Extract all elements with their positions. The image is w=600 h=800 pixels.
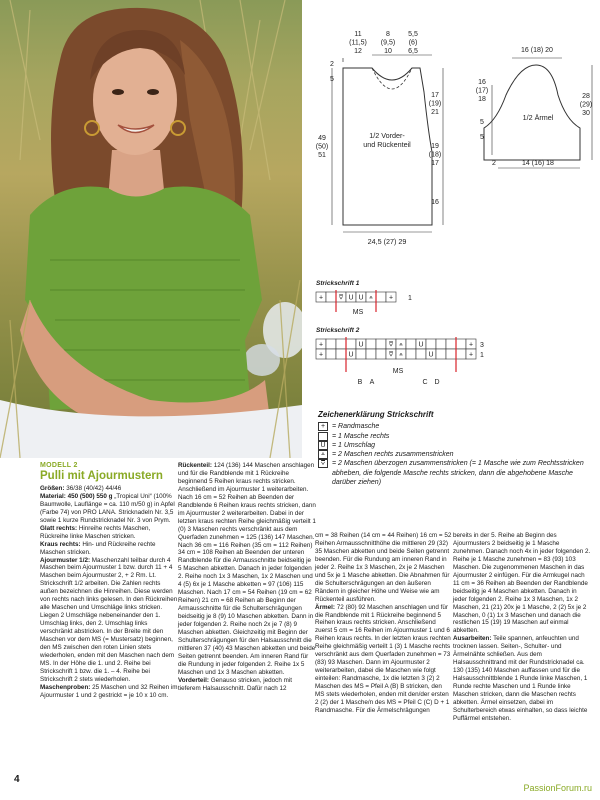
watermark: PassionForum.ru [523, 783, 592, 793]
chart-cell [346, 339, 356, 349]
sleeve-dim-five-a: 5 [480, 119, 484, 126]
sleeve-dim-top: 16 (18) 20 [521, 47, 553, 54]
chart-symbol: ⩢ [338, 294, 344, 302]
chart-symbol: + [318, 351, 324, 359]
chart-symbol: U [348, 294, 354, 302]
chart-cell [416, 349, 426, 359]
chart-cell [446, 339, 456, 349]
chart2-marker-d: D [434, 379, 440, 386]
page-number: 4 [14, 774, 20, 785]
chart-symbol: + [318, 341, 324, 349]
body-dim-two: 2 [330, 61, 334, 68]
sleeve-label: 1/2 Ärmel [522, 113, 554, 122]
chart2-marker-b: B [357, 379, 363, 386]
chart-cell [326, 339, 336, 349]
paragraph-heading: Ausarbeiten: [453, 635, 492, 643]
legend-text: = 1 Umschlag [332, 441, 375, 449]
chart-symbol: ⩢ [388, 351, 394, 359]
body-dim-height: 49 (50) 51 [315, 135, 329, 159]
chart2-grid [316, 337, 476, 372]
chart-cell [366, 349, 376, 359]
column-body [453, 532, 591, 723]
chart-cell [336, 339, 346, 349]
paragraph: Maschenproben: 25 Maschen und 32 Reihen im Ajourmuster 1 und 2 gestrickt = je 10 x 10 cm. [40, 683, 178, 699]
paragraph-heading: Maschenproben: [40, 683, 91, 691]
legend-item [318, 422, 588, 431]
model-photo [0, 0, 302, 458]
chart-cell [336, 349, 346, 359]
model-label: MODELL 2 [40, 462, 78, 469]
legend-title: Zeichenerklärung Strickschrift [318, 410, 434, 419]
paragraph: Material: 450 (500) 550 g „Tropical Uni“ (100% Baumwolle, Lauflänge = ca. 110 m/50 g) in Apfel (Farbe 74) von PRO LANA. Stricknadeln Nr. 3,5 sowie 1 kurze Rundstricknadel Nr. 3 von Prym. [40, 492, 175, 524]
chart-symbol: ⩡ [399, 351, 403, 359]
paragraph: cm = 38 Reihen (14 cm = 44 Reihen) 16 cm = 52 Reihen Armausschnitthöhe die mittleren 29 (32) 35 Maschen abketten und beide Seiten getrennt beenden. Für die Rundung am inneren Rand in jeder 2. Reihe 1x 3 Maschen, 2x je 2 Maschen und 5x je 1 Masche abketten. Die Abnahmen für die Schulterschrägungen an den äußeren Rändern in gleicher Höhe und Weise wie am Rückenteil ausführen. [315, 532, 452, 603]
body-dim-shoulder: 5,5 (6) 6,5 [408, 31, 418, 55]
chart-cell [436, 349, 446, 359]
chart-symbol: ⩢ [388, 341, 394, 349]
body-dim-width: 24,5 (27) 29 [367, 237, 407, 246]
schematics-area [302, 0, 600, 458]
paragraph: Kraus rechts: Hin- und Rückreihe rechte Maschen stricken. [40, 540, 156, 556]
column-body [178, 462, 316, 693]
sleeve-dim-cap: 16 (17) 18 [475, 79, 489, 103]
paragraph: Ajourmuster 1/2: Maschenzahl teilbar durch 4 Maschen beim Ajourmuster 1 bzw. durch 11 + 4 Maschen beim Ajourmuster 2, + 2 Rm. Lt. Strickschrift 1/2 arbeiten. Die Zahlen rechts außen bezeichnen die Hinreihen. Diese werden von rechts nach links gelesen. In den Rückreihen alle Maschen und Umschläge links stricken. Liegen 2 Umschläge nebeneinander den 1. Umschlag links, den 2. Umschlag links verschränkt abstricken. In der Breite mit den Maschen vor dem MS (= Mustersatz) beginnen, den MS zwischen den roten Linien stets wiederholen, enden mit den Maschen nach dem MS. In der Höhe die 1. und 2. Reihe bei Strickschrift 1 bzw. die 1. – 4. Reihe bei Strickschrift 2 stets wiederholen. [40, 556, 178, 683]
paragraph-heading: Vorderteil: [178, 676, 210, 684]
chart-symbol: U [418, 341, 424, 349]
chart-cell [376, 339, 386, 349]
article-column-1 [40, 462, 178, 700]
article-column-3 [315, 532, 453, 715]
legend-symbol-icon: ⩢ [318, 459, 328, 468]
chart-symbol: ⩡ [399, 341, 403, 349]
legend-text: = 2 Maschen überzogen zusammenstricken (= 1 Masche wie zum Rechtsstricken abheben, die folgende Masche rechts stricken, dann die abgehobene Masche darüber ziehen) [332, 460, 584, 487]
paragraph: Glatt rechts: Hinreihe rechts Maschen, Rückreihe linke Maschen stricken. [40, 524, 151, 540]
chart-cell [456, 339, 466, 349]
sleeve-dim-five-b: 5 [480, 134, 484, 141]
body-dim-neck-top: 11 (11,5) 12 [349, 31, 367, 55]
paragraph: Vorderteil: Genauso stricken, jedoch mit tieferem Halsausschnitt. Dafür nach 12 [178, 676, 292, 692]
legend-text: = 1 Masche rechts [332, 432, 390, 440]
chart-cell [406, 339, 416, 349]
paragraph: Rückenteil: 124 (136) 144 Maschen anschlagen und für die Randblende mit 1 Rückreihe beginnend 5 Reihen kraus rechts stricken. Anschließend im Ajourmuster 1 weiterarbeiten. Nach 16 cm = 52 Reihen ab Beenden der Randblende 6 Reihen kraus rechts stricken, dann im Ajourmuster 2 weiterarbeiten. Dabei in der letzten kraus rechten Reihe gleichmäßig verteilt 1 (0) 3 Maschen rechts verschränkt aus dem Querfaden zunehmen = 125 (136) 147 Maschen. Nach 36 cm = 116 Reihen (35 cm = 112 Reihen) 34 cm = 108 Reihen ab Beenden der unteren Randblende für die Armausschnitte beidseitig je 5 Maschen abketten. Danach in jeder folgenden 2. Reihe noch 1x 3 Maschen, 1x 2 Maschen und 4 (5) 6x je 1 Masche abketten = 97 (106) 115 Maschen. Nach 17 cm = 54 Reihen (19 cm = 62 Reihen) 21 cm = 68 Reihen ab Beginn der Armausschnitte für die Schulterschrägungen beidseitig je 8 (9) 10 Maschen abketten. Dann in jeder folgenden 2. Reihe noch 2x je 7 (8) 9 Maschen abketten. Gleichzeitig mit Beginn der Schulterschrägungen für den Halsausschnitt die mittleren 37 (40) 43 Maschen abketten und beide Seiten getrennt beenden. Am inneren Rand für die Rundung in jeder folgenden 2. Reihe 1x 5 Maschen und 1x 3 Maschen abketten. [178, 462, 316, 676]
chart-cell [326, 292, 336, 302]
sleeve-dim-bottom: 14 (16) 18 [522, 160, 554, 167]
paragraph: Ausarbeiten: Teile spannen, anfeuchten und trocknen lassen. Seiten-, Schulter- und Ärmelnähte schließen. Aus dem Halsausschnittrand mit der Rundstricknadel ca. 130 (135) 140 Maschen auffassen und für die Halsausschnittblende 1 Runde linke Maschen, 1 Runde rechte Maschen und 1 Runde linke Maschen stricken, dann die Maschen rechts abketten. Ärmel einsetzen, dabei im Schulterbereich etwas einhalten, so dass leichte Puffärmel entstehen. [453, 635, 588, 722]
article-column-4 [453, 532, 591, 723]
body-label-1: 1/2 Vorder- [369, 131, 405, 140]
chart-symbol: U [428, 351, 434, 359]
chart-symbol: + [388, 294, 394, 302]
chart2-ms-label: MS [392, 368, 404, 375]
legend-symbol-icon [318, 432, 328, 441]
legend-text: = Randmasche [332, 423, 380, 431]
body-dim-hem: 16 [431, 199, 439, 206]
chart-cell [446, 349, 456, 359]
chart-symbol: + [318, 294, 324, 302]
paragraph: Ärmel: 72 (80) 92 Maschen anschlagen und für die Randblende mit 1 Rückreihe beginnend 5 Reihen kraus rechts stricken. Anschließend zuerst 5 cm = 16 Reihen im Ajourmuster 1 und 6 Reihen kraus rechts. In der letzten kraus rechten Reihe gleichmäßig verteilt 1 (3) 1 Masche rechts verschränkt aus dem Querfaden zunehmen = 73 (83) 93 Maschen. Dann im Ajourmuster 2 weiterarbeiten, dabei die Maschen wie folgt einteilen: Randmasche, 1x die letzten 3 (2) 2 Maschen des MS = Pfeil A (B) B stricken, den MS stets wiederholen, enden mit den/der ersten 2 (2) der 1 Masche/n des MS = Pfeil C (C) D + 1 Randmasche. Für die Ärmelschrägungen [315, 603, 451, 714]
chart2-marker-a: A [369, 379, 375, 386]
stitch-legend [318, 410, 588, 487]
paragraph-heading: Rückenteil: [178, 462, 212, 469]
chart-cell [426, 339, 436, 349]
sleeve-dim-length: 28 (29) 30 [579, 93, 593, 117]
chart-symbol: U [358, 294, 364, 302]
body-label-2: und Rückenteil [363, 140, 411, 149]
paragraph-heading: Ärmel: [315, 603, 335, 611]
paragraph-heading: Glatt rechts: [40, 524, 78, 532]
legend-item [318, 450, 588, 459]
body-dim-armhole: 17 (19) 21 [428, 92, 442, 116]
legend-symbol-icon: U [318, 441, 328, 450]
paragraph-heading: Ajourmuster 1/2: [40, 556, 91, 564]
paragraph: Größen: 36/38 (40/42) 44/46 [40, 484, 122, 492]
article-column-2 [178, 462, 316, 693]
chart-symbol: + [468, 341, 474, 349]
legend-symbol-icon: ⩡ [318, 450, 328, 459]
paragraph-heading: Material: 450 (500) 550 g [40, 492, 113, 500]
chart2-title: Strickschrift 2 [316, 327, 360, 334]
chart-cell [366, 339, 376, 349]
woman-green-lace-sweater-photo [0, 0, 302, 458]
paragraph-heading: Größen: [40, 484, 65, 492]
chart-cell [376, 349, 386, 359]
chart-symbol: U [358, 341, 364, 349]
column-body [40, 485, 178, 700]
body-dim-five: 5 [330, 76, 334, 83]
legend-item [318, 459, 588, 487]
chart-symbol: U [348, 351, 354, 359]
body-dim-side: 19 (18) 17 [428, 143, 442, 167]
chart1-ms-label: MS [352, 309, 364, 316]
chart1-title: Strickschrift 1 [316, 280, 360, 287]
chart-symbol: + [468, 351, 474, 359]
legend-item [318, 432, 588, 441]
chart-cell [326, 349, 336, 359]
chart-cell [376, 292, 386, 302]
legend-text: = 2 Maschen rechts zusammenstricken [332, 451, 454, 459]
chart2-row-3: 3 [480, 342, 484, 349]
article-title: Pulli mit Ajourmustern [40, 469, 163, 482]
chart2-row-1: 1 [480, 352, 484, 359]
chart-cell [356, 349, 366, 359]
sleeve-dim-two: 2 [492, 160, 496, 167]
chart-cell [406, 349, 416, 359]
body-dim-neck-mid: 8 (9,5) 10 [380, 31, 396, 55]
legend-symbol-icon: + [318, 422, 328, 431]
chart-cell [456, 349, 466, 359]
column-body [315, 532, 453, 715]
chart1-row-number: 1 [408, 295, 412, 302]
chart-cell [436, 339, 446, 349]
chart-symbol: ⩡ [369, 294, 373, 302]
paragraph-heading: Kraus rechts: [40, 540, 81, 548]
chart2-marker-c: C [422, 379, 428, 386]
legend-item [318, 441, 588, 450]
paragraph: bereits in der 5. Reihe ab Beginn des Ajourmusters 2 beidseitig je 1 Masche zunehmen. Danach noch 4x in jeder folgenden 2. Reihe je 1 Masche zunehmen = 83 (93) 103 Maschen. Die zugenommenen Maschen in das Ajourmuster 2 einfügen. Für die Armkugel nach 11 cm = 36 Reihen ab Beenden der Randblende beidseitig je 4 Maschen abketten. Danach in jeder folgenden 2. Reihe 1x 3 Maschen, 1x 2 Maschen, 21 (21) 20x je 1 Masche, 2 (2) 5x je 2 Maschen, 0 (1) 1x 3 Maschen und danach die restlichen 15 (19) 19 Maschen auf einmal abketten. [453, 532, 591, 635]
